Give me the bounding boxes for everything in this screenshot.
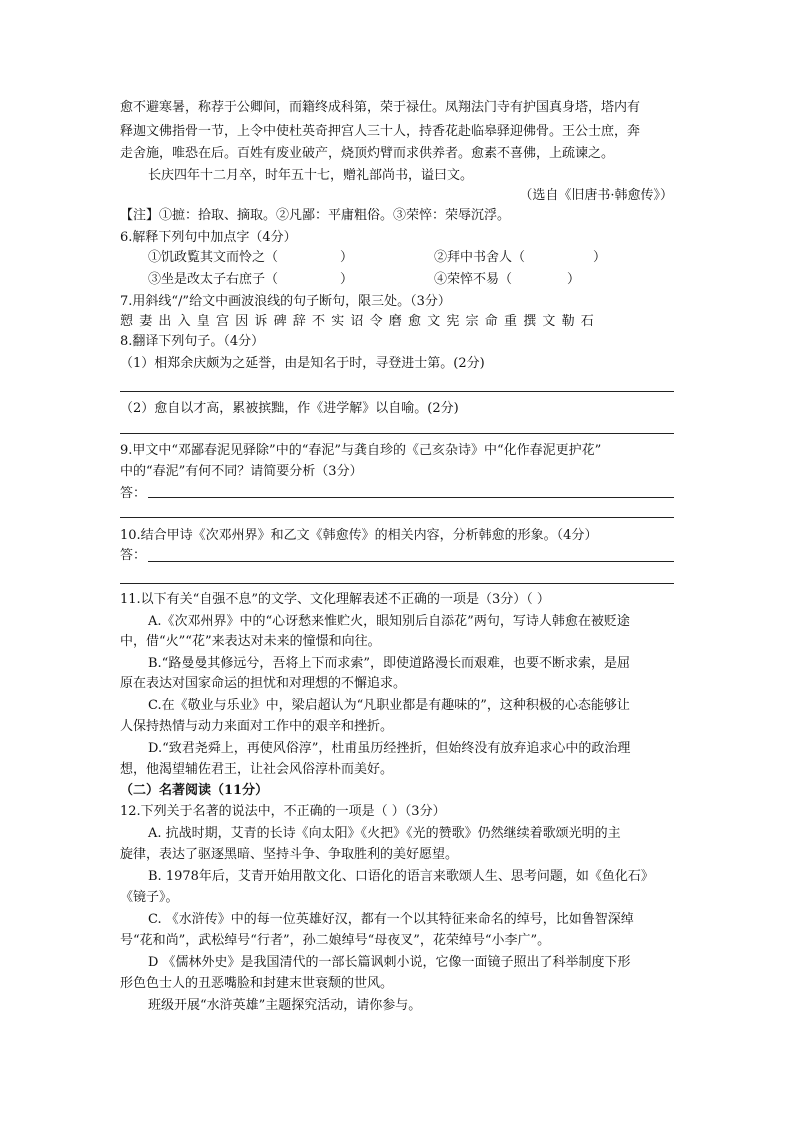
passage-line-2: 释迦文佛指骨一节，上令中使杜英奇押宫人三十人，持香花赴临皋驿迎佛骨。王公士庶，奔: [120, 124, 641, 139]
q12-option-b-line-1: B. 1978年后，艾青开始用散文化、口语化的语言来歌颂人生、思考问题，如《鱼化石》: [148, 869, 654, 884]
passage-line-3: 走舍施，唯恐在后。百姓有废业破产，烧顶灼臂而求供养者。愈素不喜佛，上疏谏之。: [120, 146, 615, 161]
q6-item-b: ②拜中书舍人（ ）: [434, 250, 607, 265]
q10-answer-label: 答：: [120, 548, 147, 563]
section-2-title: （二）名著阅读（11分）: [120, 783, 269, 798]
q11-stem: 11.以下有关“自强不息”的文学、文化理解表述不正确的一项是（3分）（ ）: [120, 592, 550, 607]
q12-option-a-line-1: A. 抗战时期，艾青的长诗《向太阳》《火把》《光的赞歌》仍然继续着歌颂光明的主: [148, 826, 621, 841]
q11-option-a-line-1: A.《次邓州界》中的“心讶愁来惟贮火，眼知别后自添花”两句，写诗人韩愈在被贬途: [148, 614, 630, 629]
q7-stem: 7.用斜线“/”给文中画波浪线的句子断句，限三处。（3分）: [120, 294, 451, 309]
passage-source: （选自《旧唐书·韩愈传》）: [519, 188, 673, 203]
q11-option-d-line-2: 想，他渴望辅佐君王，让社会风俗淳朴而美好。: [120, 762, 394, 777]
q8-sentence-1: （1）相郑余庆颇为之延誉，由是知名于时，寻登进士第。(2分): [120, 356, 485, 371]
q9-answer-line-1[interactable]: [148, 497, 674, 498]
q7-text: 愬妻出入皇宫因诉碑辞不实诏令磨愈文宪宗命重撰文勒石: [120, 314, 601, 329]
q6-item-c: ③坐是改太子右庶子（ ）: [148, 272, 354, 287]
q8-sentence-2: （2）愈自以才高，累被摈黜，作《进学解》以自喻。(2分): [120, 401, 459, 416]
passage-line-1: 愈不避寒暑，称荐于公卿间，而籍终成科第，荣于禄仕。凤翔法门寺有护国真身塔，塔内有: [120, 100, 641, 115]
q9-line-1: 9.甲文中“邓鄙春泥见驿除”中的“春泥”与龚自珍的《己亥杂诗》中“化作春泥更护花”: [120, 443, 602, 458]
q9-answer-line-2[interactable]: [120, 517, 674, 518]
q6-item-a: ①饥政覧其文而怜之（ ）: [148, 250, 354, 265]
q10-answer-line-1[interactable]: [148, 561, 674, 562]
q11-option-d-line-1: D.“致君尧舜上，再使风俗淳”，杜甫虽历经挫折，但始终没有放弃追求心中的政治理: [148, 741, 631, 756]
q9-line-2: 中的“春泥”有何不同？请简要分析（3分）: [120, 464, 363, 479]
q12-option-a-line-2: 旋律，表达了驱逐黑暗、坚持斗争、争取胜利的美好愿望。: [120, 847, 459, 862]
q11-option-c-line-1: C.在《敬业与乐业》中，梁启超认为“凡职业都是有趣味的”，这种积极的心态能够让: [148, 698, 630, 713]
q12-option-c-line-1: C. 《水浒传》中的每一位英雄好汉，都有一个以其特征来命名的绰号，比如鲁智深绰: [148, 912, 634, 927]
q12-option-c-line-2: 号“花和尚”，武松绰号“行者”，孙二娘绰号“母夜叉”，花荣绰号“小李广”。: [120, 933, 551, 948]
q8-stem: 8.翻译下列句子。（4分）: [120, 334, 265, 349]
q11-option-a-line-2: 中，借“火”“花”来表达对未来的憧憬和向往。: [120, 634, 381, 649]
q6-item-d: ④荣悴不易（ ）: [434, 272, 581, 287]
q12-option-b-line-2: 《镜子》。: [120, 890, 179, 905]
q11-option-b-line-1: B.“路曼曼其修远兮，吾将上下而求索”，即使道路漫长而艰难，也要不断求索，是屈: [148, 656, 630, 671]
q12-option-d-line-2: 形色色士人的丑恶嘴脸和封建末世衰颓的世风。: [120, 976, 394, 991]
q10-stem: 10.结合甲诗《次邓州界》和乙文《韩愈传》的相关内容，分析韩愈的形象。（4分）: [120, 528, 598, 543]
q8-answer-line-1[interactable]: [120, 391, 674, 392]
passage-line-4: 长庆四年十二月卒，时年五十七，赠礼部尚书，谥曰文。: [148, 168, 474, 183]
q12-option-d-line-1: D 《儒林外史》是我国清代的一部长篇讽刺小说，它像一面镜子照出了科举制度下形: [148, 955, 631, 970]
q10-answer-line-2[interactable]: [120, 583, 674, 584]
q12-activity-intro: 班级开展“水浒英雄”主题探究活动，请你参与。: [148, 998, 422, 1013]
q6-stem: 6.解释下列句中加点字（4分）: [120, 230, 297, 245]
q8-answer-line-2[interactable]: [120, 433, 674, 434]
q12-stem: 12.下列关于名著的说法中，不正确的一项是（ ）（3分）: [120, 804, 446, 819]
q11-option-c-line-2: 人保持热情与动力来面对工作中的艰辛和挫折。: [120, 719, 394, 734]
q11-option-b-line-2: 原在表达对国家命运的担忧和对理想的不懈追求。: [120, 676, 407, 691]
q9-answer-label: 答：: [120, 486, 147, 501]
passage-note: 【注】①摭：拾取、摘取。②凡鄙：平庸粗俗。③荣悴：荣辱沉浮。: [120, 208, 511, 223]
